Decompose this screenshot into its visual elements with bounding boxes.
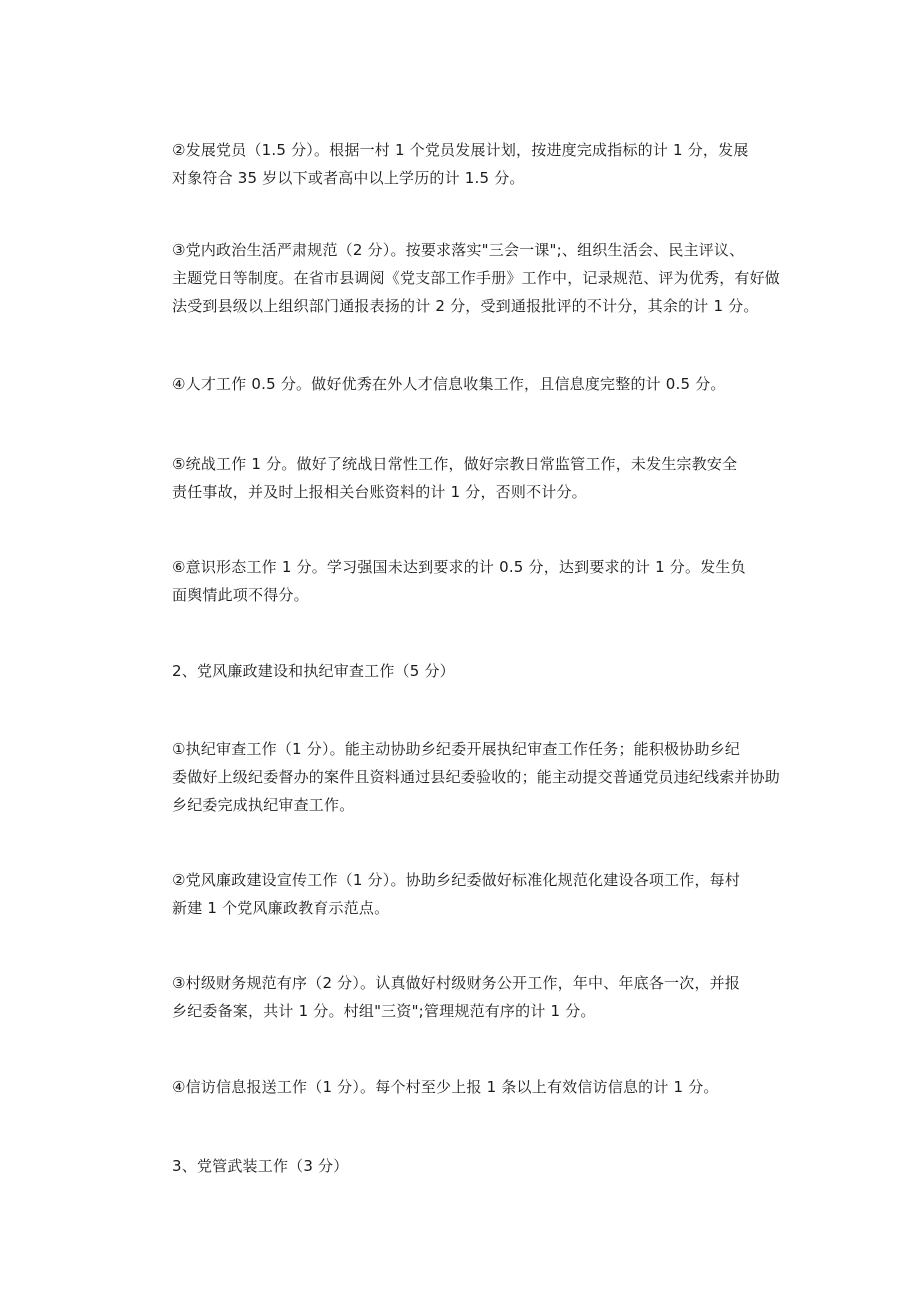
paragraph-discipline-review (140, 735, 788, 819)
paragraph-party-member-development (140, 136, 788, 192)
text-line: ③村级财务规范有序（2 分）。认真做好村级财务公开工作，年中、年底各一次，并报 (172, 974, 741, 992)
section-heading-clean-governance (140, 657, 788, 685)
heading-line: 2、党风廉政建设和执纪审查工作（5 分） (172, 662, 455, 680)
text-line: 乡纪委备案，共计 1 分。村组"三资";管理规范有序的计 1 分。 (172, 1002, 596, 1020)
paragraph-village-finance (140, 969, 788, 1025)
text-line: ②发展党员（1.5 分）。根据一村 1 个党员发展计划，按进度完成指标的计 1 分，发展 (172, 141, 749, 159)
text-line: 法受到县级以上组织部门通报表扬的计 2 分，受到通报批评的不计分，其余的计 1 分。 (172, 297, 759, 315)
text-line: 主题党日等制度。在省市县调阅《党支部工作手册》工作中，记录规范、评为优秀，有好做 (172, 269, 781, 287)
text-line: ⑥意识形态工作 1 分。学习强国未达到要求的计 0.5 分，达到要求的计 1 分。发生负 (172, 558, 746, 576)
text-line: ②党风廉政建设宣传工作（1 分）。协助乡纪委做好标准化规范化建设各项工作，每村 (172, 871, 741, 889)
text-line: 对象符合 35 岁以下或者高中以上学历的计 1.5 分。 (172, 169, 525, 187)
text-line: ①执纪审查工作（1 分）。能主动协助乡纪委开展执纪审查工作任务；能积极协助乡纪 (172, 740, 741, 758)
paragraph-united-front (140, 450, 788, 506)
text-line: 责任事故，并及时上报相关台账资料的计 1 分，否则不计分。 (172, 483, 587, 501)
text-line: 新建 1 个党风廉政教育示范点。 (172, 899, 390, 917)
section-heading-armed-forces (140, 1152, 788, 1180)
heading-line: 3、党管武装工作（3 分） (172, 1157, 349, 1175)
text-line: ⑤统战工作 1 分。做好了统战日常性工作，做好宗教日常监管工作，未发生宗教安全 (172, 455, 738, 473)
text-line: 委做好上级纪委督办的案件且资料通过县纪委验收的；能主动提交普通党员违纪线索并协助 (172, 768, 781, 786)
text-line: ④信访信息报送工作（1 分）。每个村至少上报 1 条以上有效信访信息的计 1 分。 (172, 1078, 719, 1096)
paragraph-political-life (140, 236, 788, 320)
text-line: 乡纪委完成执纪审查工作。 (172, 796, 355, 814)
paragraph-talent-work (140, 370, 788, 398)
text-line: ④人才工作 0.5 分。做好优秀在外人才信息收集工作，且信息度完整的计 0.5 分。 (172, 375, 726, 393)
paragraph-ideology (140, 553, 788, 609)
paragraph-petition-reporting (140, 1073, 788, 1101)
text-line: ③党内政治生活严肃规范（2 分）。按要求落实"三会一课";、组织生活会、民主评议、 (172, 241, 745, 259)
paragraph-clean-governance-publicity (140, 866, 788, 922)
text-line: 面舆情此项不得分。 (172, 586, 309, 604)
